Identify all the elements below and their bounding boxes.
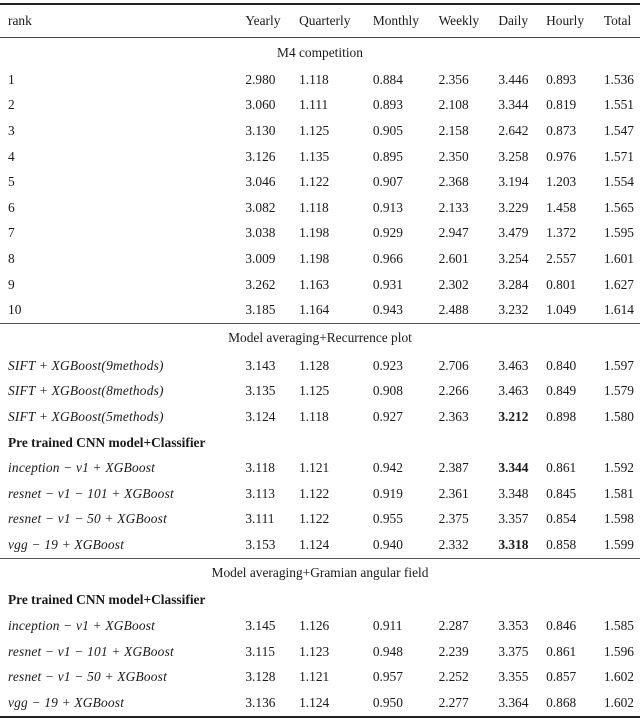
cell-total: 1.580: [603, 408, 634, 424]
cell-quarterly: 1.124: [299, 694, 330, 710]
cell-total: 1.554: [603, 174, 634, 190]
cell-yearly: 3.115: [245, 643, 275, 659]
method-label: vgg − 19 + XGBoost: [8, 694, 125, 710]
results-table: [0, 3, 640, 718]
cell-quarterly: 1.125: [299, 122, 330, 138]
cell-monthly: 0.927: [372, 408, 403, 424]
method-label: SIFT + XGBoost(8methods): [8, 383, 164, 399]
cell-quarterly: 1.123: [299, 643, 330, 659]
cell-hourly: 0.840: [546, 357, 577, 373]
table-row: [0, 455, 640, 481]
col-header-weekly: Weekly: [438, 13, 480, 28]
table-row: [0, 297, 640, 323]
cell-monthly: 0.943: [372, 302, 403, 318]
table-row: [0, 144, 640, 170]
cell-quarterly: 1.128: [299, 357, 330, 373]
cell-daily: 3.364: [498, 694, 529, 710]
cell-hourly: 0.846: [546, 618, 577, 634]
table-row: [0, 93, 640, 119]
cell-total: 1.536: [603, 71, 634, 87]
section-header-row: [0, 323, 640, 353]
best-value: 3.344: [498, 460, 529, 476]
cell-hourly: 0.857: [546, 669, 577, 685]
rank-label: 3: [8, 122, 15, 138]
cell-quarterly: 1.126: [299, 618, 330, 634]
cell-weekly: 2.350: [438, 148, 469, 164]
method-label: SIFT + XGBoost(9methods): [8, 357, 164, 373]
cell-total: 1.614: [603, 302, 634, 318]
cell-hourly: 0.854: [546, 511, 577, 527]
cell-monthly: 0.957: [372, 669, 403, 685]
cell-quarterly: 1.118: [299, 71, 329, 87]
rank-label: 2: [8, 97, 15, 113]
cell-yearly: 3.118: [245, 460, 275, 476]
col-header-hourly: Hourly: [546, 13, 585, 28]
cell-yearly: 3.145: [245, 618, 276, 634]
cell-yearly: 3.135: [245, 383, 276, 399]
cell-weekly: 2.361: [438, 485, 469, 501]
cell-quarterly: 1.198: [299, 225, 330, 241]
table-row: [0, 404, 640, 430]
cell-daily: 3.357: [498, 511, 529, 527]
table-row: [0, 690, 640, 717]
cell-daily: 3.479: [498, 225, 529, 241]
cell-weekly: 2.302: [438, 276, 469, 292]
cell-weekly: 2.387: [438, 460, 469, 476]
rank-label: 5: [8, 174, 15, 190]
cell-weekly: 2.332: [438, 536, 469, 552]
cell-daily: 3.284: [498, 276, 529, 292]
col-header-total: Total: [603, 13, 632, 28]
table-row: [0, 664, 640, 690]
cell-monthly: 0.919: [372, 485, 403, 501]
cell-hourly: 2.557: [546, 250, 577, 266]
cell-total: 1.565: [603, 199, 634, 215]
cell-daily: 3.348: [498, 485, 529, 501]
cell-yearly: 3.038: [245, 225, 276, 241]
cell-quarterly: 1.124: [299, 536, 330, 552]
cell-yearly: 2.980: [245, 71, 276, 87]
method-label: SIFT + XGBoost(5methods): [8, 408, 164, 424]
cell-yearly: 3.143: [245, 357, 276, 373]
method-label: inception − v1 + XGBoost: [8, 460, 156, 476]
cell-quarterly: 1.121: [299, 669, 330, 685]
cell-total: 1.547: [603, 122, 634, 138]
cell-monthly: 0.884: [372, 71, 403, 87]
table-row: [0, 353, 640, 379]
cell-hourly: 1.049: [546, 302, 577, 318]
cell-monthly: 0.955: [372, 511, 403, 527]
table-row: [0, 195, 640, 221]
cell-total: 1.596: [603, 643, 634, 659]
cell-yearly: 3.111: [245, 511, 275, 527]
table-row: [0, 272, 640, 298]
subsection-title: Pre trained CNN model+Classifier: [8, 592, 206, 608]
cell-monthly: 0.950: [372, 694, 403, 710]
method-label: resnet − v1 − 101 + XGBoost: [8, 485, 174, 501]
cell-hourly: 0.873: [546, 122, 577, 138]
rank-label: 7: [8, 225, 15, 241]
table-row: [0, 639, 640, 665]
table-row: [0, 379, 640, 405]
cell-total: 1.592: [603, 460, 634, 476]
table-row: [0, 67, 640, 93]
cell-quarterly: 1.164: [299, 302, 330, 318]
cell-total: 1.581: [603, 485, 634, 501]
cell-monthly: 0.948: [372, 643, 403, 659]
method-label: resnet − v1 − 50 + XGBoost: [8, 511, 168, 527]
table-row: [0, 613, 640, 639]
cell-quarterly: 1.122: [299, 511, 330, 527]
col-header-monthly: Monthly: [372, 13, 419, 28]
cell-hourly: 0.976: [546, 148, 577, 164]
table-header: [0, 4, 640, 38]
subsection-header-row: [0, 588, 640, 614]
cell-weekly: 2.706: [438, 357, 469, 373]
section-title: Model averaging+Gramian angular field: [211, 565, 429, 581]
cell-yearly: 3.136: [245, 694, 276, 710]
cell-monthly: 0.966: [372, 250, 403, 266]
section-title: M4 competition: [277, 44, 363, 60]
table-row: [0, 221, 640, 247]
cell-monthly: 0.908: [372, 383, 403, 399]
cell-total: 1.599: [603, 536, 634, 552]
cell-daily: 3.446: [498, 71, 529, 87]
cell-monthly: 0.905: [372, 122, 403, 138]
cell-daily: 3.463: [498, 357, 529, 373]
cell-quarterly: 1.118: [299, 199, 329, 215]
cell-quarterly: 1.111: [299, 97, 329, 113]
cell-total: 1.585: [603, 618, 634, 634]
cell-yearly: 3.124: [245, 408, 276, 424]
cell-monthly: 0.895: [372, 148, 403, 164]
cell-weekly: 2.158: [438, 122, 469, 138]
cell-daily: 3.254: [498, 250, 529, 266]
cell-hourly: 0.845: [546, 485, 577, 501]
cell-total: 1.627: [603, 276, 634, 292]
cell-total: 1.551: [603, 97, 634, 113]
cell-quarterly: 1.125: [299, 383, 330, 399]
cell-monthly: 0.942: [372, 460, 403, 476]
cell-weekly: 2.947: [438, 225, 469, 241]
best-value: 3.212: [498, 408, 529, 424]
cell-monthly: 0.907: [372, 174, 403, 190]
rank-label: 1: [8, 71, 15, 87]
cell-hourly: 0.801: [546, 276, 577, 292]
cell-hourly: 0.893: [546, 71, 577, 87]
cell-weekly: 2.368: [438, 174, 469, 190]
cell-quarterly: 1.135: [299, 148, 330, 164]
best-value: 3.318: [498, 536, 529, 552]
cell-monthly: 0.923: [372, 357, 403, 373]
cell-hourly: 1.372: [546, 225, 577, 241]
cell-quarterly: 1.121: [299, 460, 330, 476]
cell-weekly: 2.375: [438, 511, 469, 527]
cell-daily: 3.229: [498, 199, 529, 215]
rank-label: 6: [8, 199, 15, 215]
cell-total: 1.579: [603, 383, 634, 399]
rank-label: 8: [8, 250, 15, 266]
cell-yearly: 3.126: [245, 148, 276, 164]
method-label: inception − v1 + XGBoost: [8, 618, 156, 634]
cell-monthly: 0.940: [372, 536, 403, 552]
cell-daily: [498, 455, 546, 481]
cell-weekly: 2.488: [438, 302, 469, 318]
subsection-title: Pre trained CNN model+Classifier: [8, 434, 206, 450]
cell-yearly: 3.130: [245, 122, 276, 138]
cell-hourly: 1.458: [546, 199, 577, 215]
cell-yearly: 3.060: [245, 97, 276, 113]
cell-daily: 3.353: [498, 618, 529, 634]
subsection-header-row: [0, 430, 640, 456]
rank-label: 4: [8, 148, 15, 164]
cell-daily: 2.642: [498, 122, 529, 138]
cell-hourly: 0.849: [546, 383, 577, 399]
cell-total: 1.571: [603, 148, 634, 164]
cell-weekly: 2.239: [438, 643, 469, 659]
cell-daily: 3.258: [498, 148, 529, 164]
cell-yearly: 3.009: [245, 250, 276, 266]
cell-total: 1.595: [603, 225, 634, 241]
cell-hourly: 0.861: [546, 643, 577, 659]
cell-daily: [498, 404, 546, 430]
cell-quarterly: 1.198: [299, 250, 330, 266]
cell-hourly: 1.203: [546, 174, 577, 190]
table-row: [0, 481, 640, 507]
cell-total: 1.601: [603, 250, 634, 266]
cell-quarterly: 1.122: [299, 485, 330, 501]
cell-yearly: 3.185: [245, 302, 276, 318]
header-row: [0, 4, 640, 38]
table-row: [0, 169, 640, 195]
rank-label: 10: [8, 302, 22, 318]
cell-daily: 3.375: [498, 643, 529, 659]
cell-daily: 3.344: [498, 97, 529, 113]
cell-total: 1.598: [603, 511, 634, 527]
cell-daily: 3.463: [498, 383, 529, 399]
col-header-rank: rank: [8, 13, 32, 28]
cell-weekly: 2.601: [438, 250, 469, 266]
cell-yearly: 3.046: [245, 174, 276, 190]
cell-daily: 3.232: [498, 302, 529, 318]
cell-yearly: 3.113: [245, 485, 275, 501]
cell-monthly: 0.931: [372, 276, 403, 292]
table-row: [0, 532, 640, 558]
section-header-row: [0, 558, 640, 588]
cell-weekly: 2.356: [438, 71, 469, 87]
cell-hourly: 0.868: [546, 694, 577, 710]
cell-hourly: 0.861: [546, 460, 577, 476]
cell-quarterly: 1.122: [299, 174, 330, 190]
cell-hourly: 0.819: [546, 97, 577, 113]
method-label: resnet − v1 − 50 + XGBoost: [8, 669, 168, 685]
table-row: [0, 246, 640, 272]
cell-quarterly: 1.163: [299, 276, 330, 292]
cell-total: 1.602: [603, 669, 634, 685]
cell-total: 1.602: [603, 694, 634, 710]
cell-monthly: 0.929: [372, 225, 403, 241]
col-header-yearly: Yearly: [245, 13, 281, 28]
cell-weekly: 2.108: [438, 97, 469, 113]
cell-yearly: 3.082: [245, 199, 276, 215]
cell-daily: [498, 532, 546, 558]
cell-quarterly: 1.118: [299, 408, 329, 424]
cell-monthly: 0.893: [372, 97, 403, 113]
cell-weekly: 2.287: [438, 618, 469, 634]
rank-label: 9: [8, 276, 15, 292]
cell-yearly: 3.262: [245, 276, 276, 292]
method-label: resnet − v1 − 101 + XGBoost: [8, 643, 174, 659]
cell-yearly: 3.153: [245, 536, 276, 552]
cell-weekly: 2.133: [438, 199, 469, 215]
method-label: vgg − 19 + XGBoost: [8, 536, 125, 552]
cell-hourly: 0.898: [546, 408, 577, 424]
cell-hourly: 0.858: [546, 536, 577, 552]
cell-weekly: 2.277: [438, 694, 469, 710]
table-row: [0, 118, 640, 144]
table-body: [0, 38, 640, 717]
cell-daily: 3.355: [498, 669, 529, 685]
cell-daily: 3.194: [498, 174, 529, 190]
section-header-row: [0, 38, 640, 68]
cell-monthly: 0.911: [372, 618, 403, 634]
section-title: Model averaging+Recurrence plot: [228, 330, 412, 346]
cell-yearly: 3.128: [245, 669, 276, 685]
col-header-quarterly: Quarterly: [299, 13, 351, 28]
cell-weekly: 2.363: [438, 408, 469, 424]
cell-weekly: 2.266: [438, 383, 469, 399]
cell-monthly: 0.913: [372, 199, 403, 215]
cell-weekly: 2.252: [438, 669, 469, 685]
cell-total: 1.597: [603, 357, 634, 373]
table-row: [0, 507, 640, 533]
col-header-daily: Daily: [498, 13, 529, 28]
